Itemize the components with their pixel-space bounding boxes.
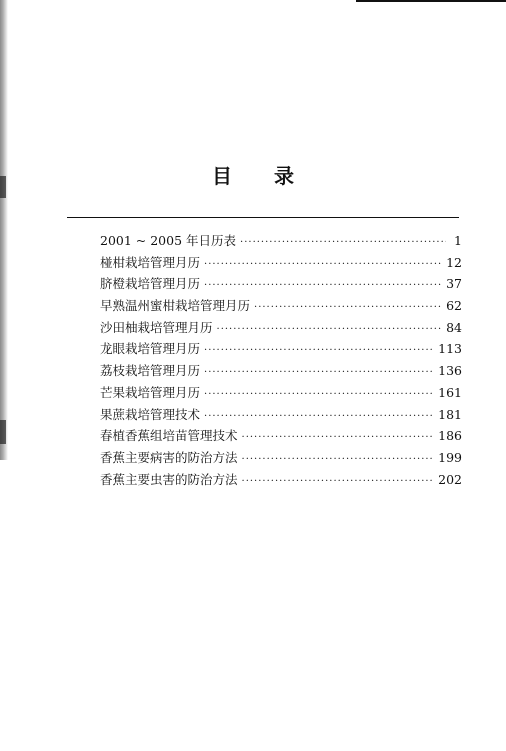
- toc-entry-label: 早熟温州蜜柑栽培管理月历: [100, 298, 251, 314]
- toc-entry-label: 香蕉主要病害的防治方法: [100, 449, 238, 465]
- toc-leader-dots: [242, 449, 435, 471]
- toc-entry[interactable]: [100, 295, 462, 317]
- page-title: [0, 160, 506, 189]
- toc-entry-label: 脐橙栽培管理月历: [100, 276, 201, 292]
- toc-entry-page: 1: [454, 233, 462, 248]
- toc-leader-dots: [204, 384, 434, 406]
- table-of-contents: [100, 230, 462, 490]
- toc-entry-page: 37: [446, 276, 462, 292]
- toc-entry[interactable]: [100, 230, 462, 252]
- toc-entry-label: 果蔗栽培管理技术: [100, 406, 201, 422]
- toc-entry[interactable]: [100, 425, 462, 447]
- toc-entry[interactable]: [100, 469, 462, 491]
- toc-entry[interactable]: [100, 360, 462, 382]
- toc-leader-dots: [242, 427, 435, 449]
- toc-entry-page: 199: [438, 449, 462, 465]
- title-divider: [67, 217, 459, 218]
- title-char-2: 录: [274, 164, 294, 188]
- toc-entry-label: 沙田柚栽培管理月历: [100, 319, 213, 335]
- toc-entry-label: 椪柑栽培管理月历: [100, 254, 201, 270]
- toc-entry-label: 2001 ~ 2005 年日历表: [100, 233, 237, 248]
- toc-leader-dots: [204, 362, 434, 384]
- scan-mark: [0, 420, 6, 444]
- toc-leader-dots: [204, 254, 442, 276]
- toc-leader-dots: [242, 471, 435, 493]
- toc-entry-page: 84: [446, 319, 462, 335]
- toc-entry-page: 12: [446, 254, 462, 270]
- toc-entry-page: 181: [438, 406, 462, 422]
- toc-entry-label: 荔枝栽培管理月历: [100, 363, 201, 379]
- toc-entry[interactable]: [100, 317, 462, 339]
- toc-entry-label: 龙眼栽培管理月历: [100, 341, 201, 357]
- top-rule: [356, 0, 506, 2]
- toc-entry-page: 202: [438, 471, 462, 487]
- toc-entry-label: 香蕉主要虫害的防治方法: [100, 471, 238, 487]
- toc-leader-dots: [204, 406, 434, 428]
- toc-entry-page: 186: [438, 428, 462, 444]
- toc-entry-label: 春植香蕉组培苗管理技术: [100, 428, 238, 444]
- toc-entry-page: 136: [438, 363, 462, 379]
- toc-entry-page: 62: [446, 298, 462, 314]
- toc-entry[interactable]: [100, 273, 462, 295]
- toc-entry[interactable]: [100, 338, 462, 360]
- toc-entry[interactable]: [100, 252, 462, 274]
- toc-leader-dots: [217, 319, 443, 341]
- title-char-1: 目: [212, 164, 232, 188]
- toc-entry[interactable]: [100, 382, 462, 404]
- toc-entry-page: 161: [438, 384, 462, 400]
- toc-leader-dots: [204, 340, 434, 362]
- toc-entry[interactable]: [100, 447, 462, 469]
- toc-leader-dots: [254, 297, 442, 319]
- toc-leader-dots: [240, 232, 446, 254]
- scan-edge-shadow: [0, 0, 8, 460]
- toc-leader-dots: [204, 275, 442, 297]
- toc-entry[interactable]: [100, 404, 462, 426]
- toc-entry-page: 113: [438, 341, 462, 357]
- toc-entry-label: 芒果栽培管理月历: [100, 384, 201, 400]
